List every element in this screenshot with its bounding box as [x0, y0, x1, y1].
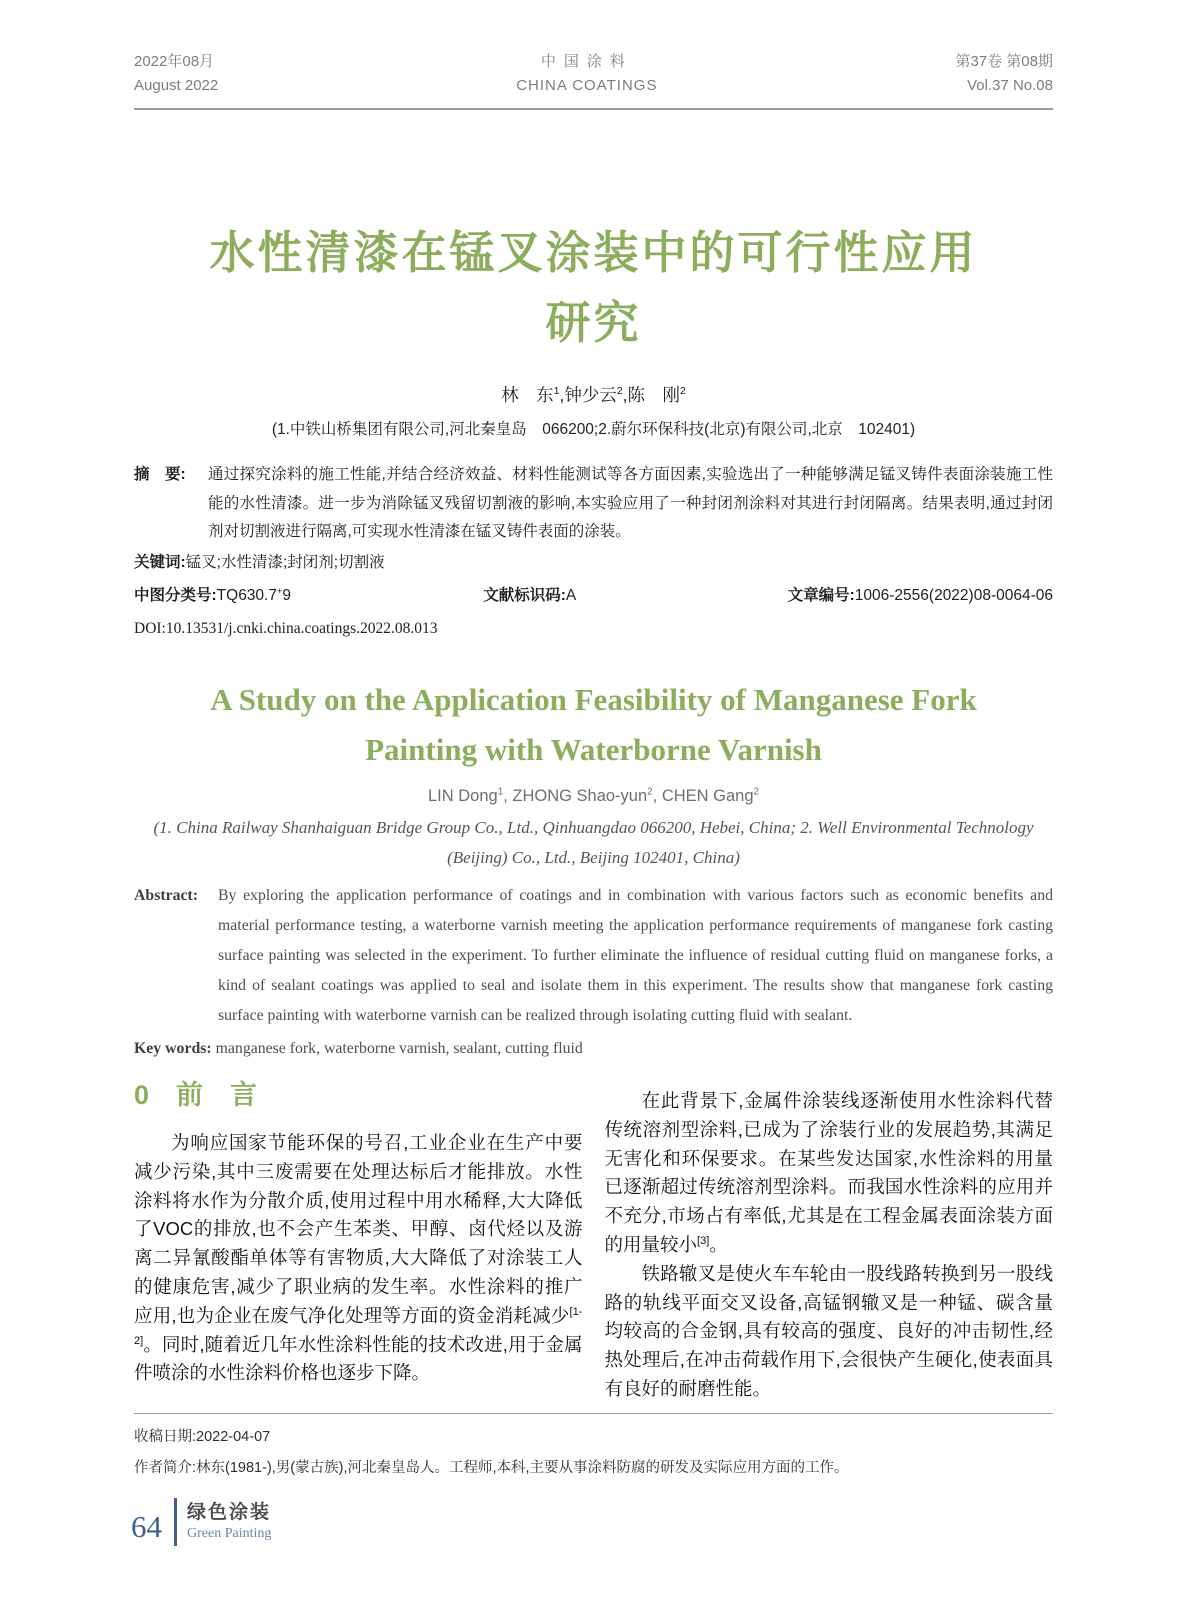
abstract-zh [134, 461, 1053, 547]
page-title-en [134, 675, 1053, 775]
abstract-en [134, 881, 1053, 1033]
keywords-en [134, 1035, 1053, 1063]
body-column-right [605, 1073, 1054, 1423]
citation-ref: [3] [697, 1234, 710, 1247]
author-zh: 陈 刚$^2$ [627, 385, 686, 405]
abstract-en-text: By exploring the application performance of coatings and in combination with various factors such as economic benefits and material performance testing, a waterborne varnish meeting the application performance requirements of manganese fork casting surface painting was selected in the experiment. To further eliminate the influence of residual cutting fluid on manganese forks, a kind of sealant coatings was applied to seal and isolate them in this experiment. The results show that manganese fork casting surface painting with waterborne varnish can be realized through isolating cutting fluid with sealant. [218, 887, 1053, 1024]
page-title-zh-line1: 水性清漆在锰叉涂装中的可行性应用 [209, 227, 978, 278]
keywords-zh-label: 关键词: [134, 554, 186, 571]
body-paragraph: 铁路辙叉是使火车车轮由一股线路转换到另一股线路的轨线平面交叉设备,高锰钢辙叉是一种锰、碳含量均较高的合金钢,具有较高的强度、良好的冲击韧性,经热处理后,在冲击荷载作用下,会很快产生硬化,使表面具有良好的耐磨性能。 [604, 1262, 1053, 1399]
doi: DOI:10.13531/j.cnki.china.coatings.2022.08.013 [134, 620, 438, 637]
body-paragraph: 为响应国家节能环保的号召,工业企业在生产中要减少污染,其中三废需要在处理达标后才能排放。水性涂料将水作为分散介质,使用过程中用水稀释,大大降低了VOC的排放,也不会产生苯类、甲醇、卤代烃以及游离二异氰酸酯单体等有害物质,大大降低了对涂装工人的健康危害,减少了职业病的发生率。水性涂料的推广应用,也为企业在废气净化处理等方面的资金消耗减少[1-2]。同时,随着近几年水性涂料性能的技术改进,用于金属件喷涂的水性涂料价格也逐步下降。 [134, 1132, 583, 1384]
footer-divider-bar [174, 1498, 177, 1546]
keywords-zh [134, 549, 1053, 577]
keywords-en-text: manganese fork, waterborne varnish, sealant, cutting fluid [215, 1040, 583, 1057]
authors-zh [134, 382, 1053, 407]
footer-column-title [187, 1501, 271, 1543]
abstract-zh-label: 摘 要: [134, 466, 186, 483]
footnote-received-date: 收稿日期:2022-04-07 [134, 1429, 271, 1445]
author-zh: 林 东$^1$, [501, 385, 565, 405]
journal-issue-en: Vol.37 No.08 [967, 77, 1053, 94]
affiliation-zh: (1.中铁山桥集团有限公司,河北秦皇岛 066200;2.蔚尔环保科技(北京)有限公司,北京 102401) [271, 421, 916, 438]
meta-article-id: 文章编号:1006-2556(2022)08-0064-06 [787, 587, 1053, 604]
affiliation-en: (1. China Railway Shanhaiguan Bridge Group Co., Ltd., Qinhuangdao 066200, Hebei, China; 2. Well Environmental Technology (Beijing) Co., Ltd., Beijing 102401, China) [153, 818, 1034, 867]
author-zh: 钟少云$^2$, [564, 385, 628, 405]
authors-en [134, 783, 1053, 809]
journal-header [134, 50, 1053, 110]
abstract-zh-text: 通过探究涂料的施工性能,并结合经济效益、材料性能测试等各方面因素,实验选出了一种能够满足锰叉铸件表面涂装施工性能的水性清漆。进一步为消除锰叉残留切割液的影响,本实验应用了一种封闭剂涂料对其进行封闭隔离。结果表明,通过封闭剂对切割液进行隔离,可实现水性清漆在锰叉铸件表面的涂装。 [208, 466, 1053, 540]
journal-name [516, 50, 657, 98]
page-footer [131, 1498, 271, 1546]
journal-date-en: August 2022 [134, 77, 219, 94]
journal-name-zh: 中国涂料 [540, 53, 633, 70]
meta-row [134, 583, 1053, 609]
body-column-left [134, 1073, 583, 1423]
body-paragraph: 在此背景下,金属件涂装线逐渐使用水性涂料代替传统溶剂型涂料,已成为了涂装行业的发展趋势,其满足无害化和环保要求。在某些发达国家,水性涂料的用量已逐渐超过传统溶剂型涂料。而我国水性涂料的应用并不充分,市场占有率低,尤其是在工程金属表面涂装方面的用量较小[3]。 [604, 1090, 1053, 1255]
journal-issue [955, 50, 1053, 98]
footnotes [134, 1413, 1053, 1481]
journal-name-en: CHINA COATINGS [516, 77, 658, 94]
footer-column-zh: 绿色涂装 [187, 1502, 272, 1523]
section-heading-0: 0 前 言 [134, 1080, 258, 1110]
journal-date [134, 50, 218, 98]
page-title-zh [134, 218, 1053, 358]
keywords-en-label: Key words: [134, 1040, 212, 1057]
journal-date-zh: 2022年08月 [134, 53, 215, 70]
abstract-en-label: Abstract: [134, 887, 199, 904]
journal-issue-zh: 第37卷 第08期 [955, 53, 1053, 70]
footer-column-en: Green Painting [187, 1526, 272, 1541]
body-columns [134, 1073, 1053, 1423]
meta-doc-code: 文献标识码:A [483, 587, 577, 604]
page-title-en-line2: Painting with Waterborne Varnish [365, 732, 822, 767]
footnote-author-bio: 作者简介:林东(1981-),男(蒙古族),河北秦皇岛人。工程师,本科,主要从事涂料防腐的研发及实际应用方面的工作。 [134, 1460, 849, 1476]
page-title-zh-line2: 研究 [545, 297, 642, 348]
author-en: ZHONG Shao-yun$^2$, [512, 786, 662, 805]
author-en: LIN Dong$^1$, [427, 786, 513, 805]
author-en: CHEN Gang$^2$ [661, 786, 760, 805]
page-title-en-line1: A Study on the Application Feasibility of Manganese Fork [210, 682, 977, 717]
meta-clc: 中图分类号:TQ630.7+9 [134, 585, 292, 604]
keywords-zh-text: 锰叉;水性清漆;封闭剂;切割液 [185, 554, 385, 571]
page-number: 64 [131, 1509, 162, 1544]
citation-ref: [1-2] [134, 1305, 583, 1347]
